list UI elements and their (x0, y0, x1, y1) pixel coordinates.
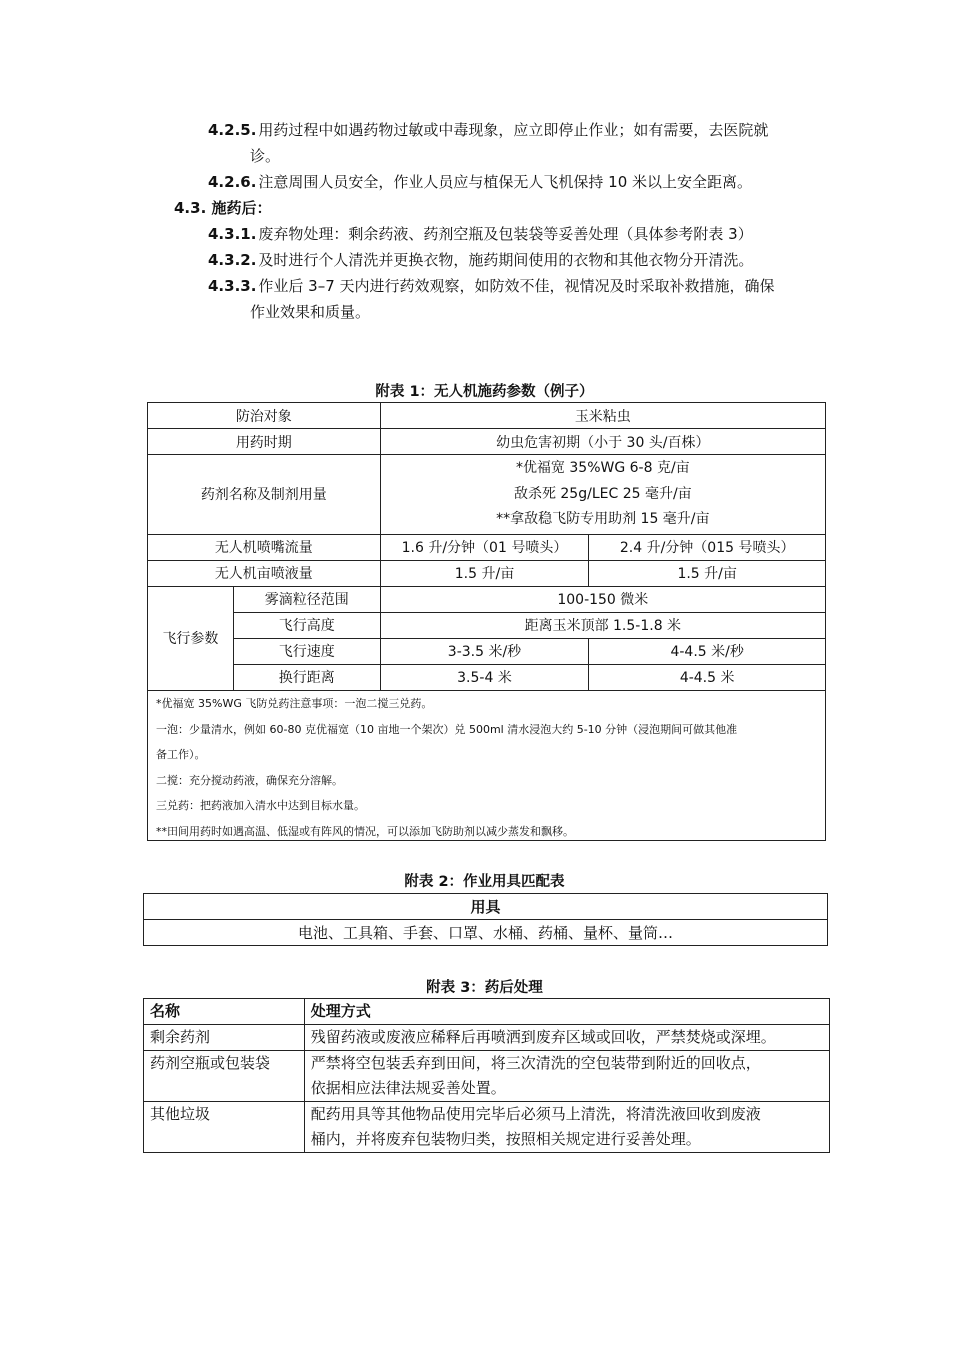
speed-value-b: 4-4.5 米/秒 (589, 638, 826, 664)
nozzle-value-b: 2.4 升/分钟（015 号喷头） (589, 534, 826, 560)
item-text: 用药过程中如遇药物过敏或中毒现象，应立即停止作业；如有需要，去医院就 (258, 121, 769, 139)
disposal-method (304, 1025, 829, 1051)
disposal-name: 其他垃圾 (144, 1102, 305, 1153)
speed-label: 飞行速度 (233, 638, 380, 664)
method-line: 桶内，并将废弃包装物归类，按照相关规定进行妥善处理。 (310, 1130, 701, 1148)
table-row (144, 894, 828, 920)
table-row (144, 1051, 830, 1102)
item-4-3-3-line1 (208, 274, 775, 298)
note-line: **田间用药时如遇高温、低湿或有阵风的情况，可以添加飞防助剂以减少蒸发和飘移。 (156, 824, 574, 838)
note-line: 三兑药：把药液加入清水中达到目标水量。 (156, 799, 365, 812)
target-value: 玉米粘虫 (380, 403, 825, 429)
section-4-3-heading: 4.3. 施药后： (174, 199, 272, 217)
item-4-3-1 (208, 222, 753, 246)
flight-label: 飞行参数 (148, 586, 234, 690)
period-value: 幼虫危害初期（小于 30 头/百株） (380, 429, 825, 455)
item-number: 4.3.3. (208, 277, 257, 295)
swath-value-a: 3.5-4 米 (380, 664, 589, 690)
dosage-line: 敌杀死 25g/LEC 25 毫升/亩 (513, 485, 692, 502)
disposal-table (143, 998, 830, 1153)
table-row (148, 638, 826, 664)
period-label: 用药时期 (148, 429, 381, 455)
spray-label: 无人机亩喷液量 (148, 560, 381, 586)
disposal-name: 药剂空瓶或包装袋 (144, 1051, 305, 1102)
dosage-label: 药剂名称及制剂用量 (148, 455, 381, 535)
dosage-line: **拿敌稳飞防专用助剂 15 毫升/亩 (496, 511, 710, 527)
item-4-2-5-line1 (208, 118, 768, 142)
item-4-3-2 (208, 248, 753, 272)
swath-value-b: 4-4.5 米 (589, 664, 826, 690)
swath-label: 换行距离 (233, 664, 380, 690)
table-row (148, 612, 826, 638)
col-name-header: 名称 (144, 999, 305, 1025)
spray-value-b: 1.5 升/亩 (589, 560, 826, 586)
table1-notes (147, 687, 826, 841)
table1-caption: 附表 1：无人机施药参数（例子） (375, 384, 594, 400)
droplet-label: 雾滴粒径范围 (233, 586, 380, 612)
equipment-value: 电池、工具箱、手套、口罩、水桶、药桶、量杯、量筒… (144, 920, 828, 946)
disposal-method (304, 1051, 829, 1102)
item-text: 作业后 3–7 天内进行药效观察，如防效不佳，视情况及时采取补救措施，确保 (258, 277, 775, 295)
note-line: 备工作）。 (156, 748, 206, 761)
spray-value-a: 1.5 升/亩 (380, 560, 589, 586)
speed-value-a: 3-3.5 米/秒 (380, 638, 589, 664)
item-4-3-3-line2: 作业效果和质量。 (250, 303, 371, 321)
height-label: 飞行高度 (233, 612, 380, 638)
method-line: 依据相应法律法规妥善处置。 (310, 1079, 506, 1097)
table-row (144, 920, 828, 946)
nozzle-label: 无人机喷嘴流量 (148, 534, 381, 560)
note-line: 一泡：少量清水，例如 60-80 克优福宽（10 亩地一个架次）兑 500ml 清水浸泡大约 5-10 分钟（浸泡期间可做其他准 (156, 722, 738, 736)
note-line: *优福宽 35%WG 飞防兑药注意事项：一泡二搅三兑药。 (156, 697, 433, 710)
table-row (144, 1102, 830, 1153)
dosage-line: *优福宽 35%WG 6-8 克/亩 (515, 460, 690, 476)
item-4-2-5-line2: 诊。 (250, 147, 281, 165)
table-row (144, 1025, 830, 1051)
table2-caption: 附表 2：作业用具匹配表 (404, 874, 565, 890)
equipment-header: 用具 (144, 894, 828, 920)
item-4-2-6 (208, 170, 752, 194)
nozzle-value-a: 1.6 升/分钟（01 号喷头） (380, 534, 589, 560)
uav-parameter-table (147, 402, 826, 691)
item-text: 及时进行个人清洗并更换衣物，施药期间使用的衣物和其他衣物分开清洗。 (258, 251, 754, 269)
method-line: 残留药液或废液应稀释后再喷洒到废弃区域或回收，严禁焚烧或深埋。 (310, 1028, 776, 1046)
droplet-value: 100-150 微米 (380, 586, 825, 612)
table-row (148, 429, 826, 455)
item-number: 4.3.1. (208, 225, 257, 243)
item-text: 注意周围人员安全，作业人员应与植保无人飞机保持 10 米以上安全距离。 (258, 173, 753, 191)
table-row (148, 534, 826, 560)
col-method-header: 处理方式 (304, 999, 829, 1025)
item-number: 4.3.2. (208, 251, 257, 269)
table3-caption: 附表 3：药后处理 (426, 980, 543, 996)
equipment-table (143, 893, 828, 946)
table-row (148, 403, 826, 429)
disposal-name: 剩余药剂 (144, 1025, 305, 1051)
table-row (148, 586, 826, 612)
table-row (148, 455, 826, 535)
item-text: 废弃物处理：剩余药液、药剂空瓶及包装袋等妥善处理（具体参考附表 3） (258, 225, 753, 243)
item-number: 4.2.6. (208, 173, 257, 191)
method-line: 配药用具等其他物品使用完毕后必须马上清洗，将清洗液回收到废液 (310, 1105, 761, 1123)
height-value: 距离玉米顶部 1.5-1.8 米 (380, 612, 825, 638)
disposal-method (304, 1102, 829, 1153)
table-row (144, 999, 830, 1025)
note-line: 二搅：充分搅动药液，确保充分溶解。 (156, 773, 343, 787)
dosage-value (380, 455, 825, 535)
item-number: 4.2.5. (208, 121, 257, 139)
table-row (148, 560, 826, 586)
target-label: 防治对象 (148, 403, 381, 429)
method-line: 严禁将空包装丢弃到田间，将三次清洗的空包装带到附近的回收点， (310, 1054, 761, 1072)
